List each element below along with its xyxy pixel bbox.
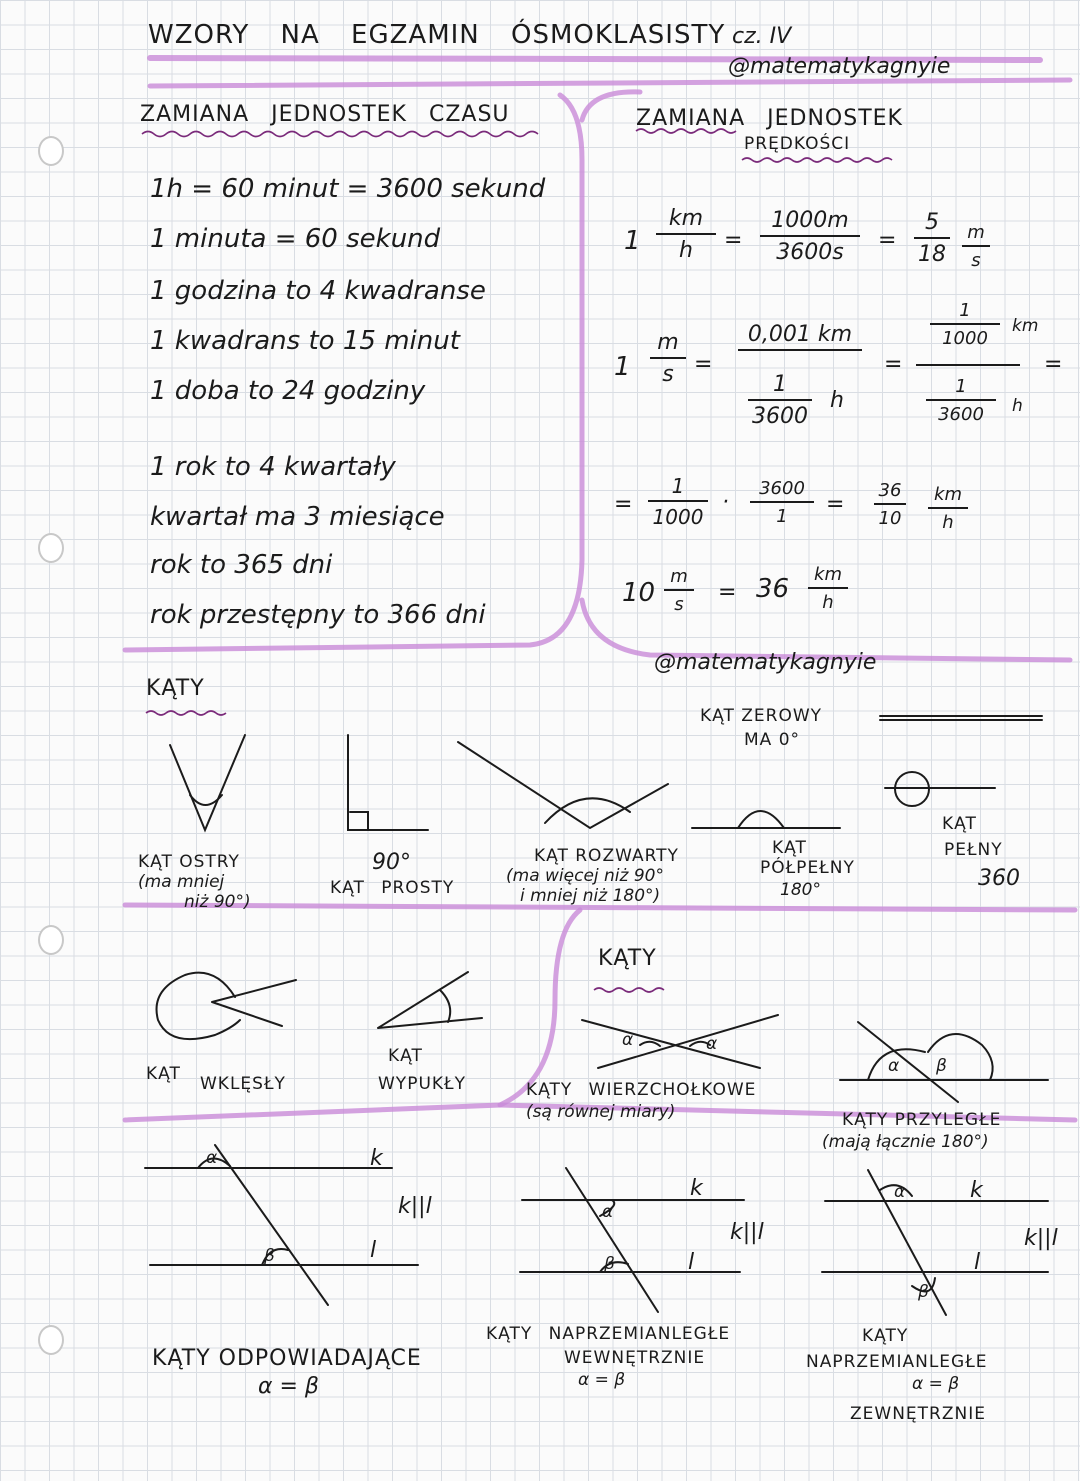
- right-angle-lines: [348, 735, 428, 830]
- speed-r2-frac-c-den: $\frac{1}{3600}$: [926, 376, 996, 425]
- time-line-8: rok to 365 dni: [150, 550, 333, 580]
- speed-r1-eq2: =: [878, 228, 897, 253]
- acute-label-1: KĄT OSTRY: [138, 852, 240, 872]
- alt-out-beta: β: [918, 1282, 929, 1302]
- alternate-interior-lines: [520, 1168, 744, 1312]
- speed-r1-frac-c: $\frac{5}{18}$: [914, 210, 950, 267]
- vertical-angle-lines: [582, 1015, 778, 1068]
- time-line-3: 1 godzina to 4 kwadranse: [150, 276, 486, 306]
- time-line-6: 1 rok to 4 kwartały: [150, 452, 396, 482]
- alt-out-alpha: α: [894, 1182, 906, 1202]
- speed-handle: @matematykagnyie: [654, 650, 877, 675]
- straight-label-1: KĄT: [772, 838, 807, 858]
- adjacent-label-1: KĄTY PRZYLEGŁE: [842, 1110, 1002, 1130]
- speed-units-title-1: ZAMIANA JEDNOSTEK: [636, 106, 903, 131]
- adjacent-beta: β: [936, 1056, 947, 1076]
- corr-eq: α = β: [258, 1374, 319, 1399]
- speed-r3-eq: =: [614, 492, 633, 517]
- corr-beta: β: [264, 1246, 275, 1266]
- right-angle-label: KĄT PROSTY: [330, 878, 455, 898]
- alt-in-label-2: WEWNĘTRZNIE: [564, 1348, 706, 1368]
- speed-r2-lead: 1: [614, 352, 631, 382]
- full-label-2: PEŁNY: [944, 840, 1003, 860]
- angles-title: KĄTY: [146, 676, 205, 701]
- vertical-label-1: KĄTY WIERZCHOŁKOWE: [526, 1080, 757, 1100]
- zero-angle-lines: [880, 716, 1042, 720]
- corr-k: k: [370, 1146, 383, 1171]
- speed-r2-frac-a: $\frac{m}{s}$: [650, 330, 686, 387]
- time-line-9: rok przestępny to 366 dni: [150, 600, 486, 630]
- reflex-label-a: KĄT: [146, 1064, 181, 1084]
- speed-r2-main-bar: [916, 364, 1020, 366]
- speed-r3-dot: ·: [722, 490, 729, 515]
- alt-in-beta: β: [604, 1254, 615, 1274]
- speed-r3-unit: $\frac{km}{h}$: [928, 484, 968, 533]
- reflex-label-b: WKLĘSŁY: [200, 1074, 286, 1094]
- obtuse-label-3: i mniej niż 180°): [520, 886, 661, 906]
- alt-in-label-1: KĄTY NAPRZEMIANLEGŁE: [486, 1324, 731, 1344]
- zero-angle-label-1: KĄT ZEROWY: [700, 706, 823, 726]
- zero-angle-label-2: MA 0°: [744, 730, 801, 750]
- corr-label: KĄTY ODPOWIADAJĄCE: [152, 1346, 422, 1371]
- right-angle-deg: 90°: [372, 850, 411, 875]
- time-line-4: 1 kwadrans to 15 minut: [150, 326, 460, 356]
- vertical-alpha-2: α: [706, 1034, 718, 1054]
- speed-r4-lead: 10: [622, 578, 656, 608]
- speed-r4-eq: =: [718, 580, 737, 605]
- alt-in-k: k: [690, 1176, 703, 1201]
- header-divider-2: [150, 80, 1070, 86]
- time-line-5: 1 doba to 24 godziny: [150, 376, 426, 406]
- page-title: WZORY NA EGZAMIN ÓSMOKLASISTY: [148, 20, 726, 50]
- speed-r4-val: 36: [756, 574, 790, 604]
- mid-divider-curve: [125, 910, 580, 1120]
- speed-r1-frac-b: $\frac{1000m}{3600s}$: [760, 208, 860, 265]
- acute-label-2: (ma mniej: [138, 872, 225, 892]
- speed-r2-frac-c-num: $\frac{1}{1000}$: [930, 300, 1000, 349]
- straight-label-2: PÓŁPEŁNY: [760, 858, 855, 878]
- speed-r2-eq2: =: [884, 352, 903, 377]
- time-units-title: ZAMIANA JEDNOSTEK CZASU: [140, 102, 510, 127]
- corr-alpha: α: [206, 1148, 218, 1168]
- full-label-3: 360: [978, 866, 1020, 891]
- alt-out-l: l: [974, 1250, 981, 1275]
- speed-r2-unit-h2: h: [1012, 396, 1023, 416]
- convex-label-a: KĄT: [388, 1046, 423, 1066]
- part-number: cz. IV: [732, 24, 792, 49]
- corr-parallel: k||l: [398, 1194, 432, 1219]
- alt-out-label-2: NAPRZEMIANLEGŁE: [806, 1352, 988, 1372]
- convex-angle-lines: [378, 972, 482, 1028]
- speed-r3-frac-c: $\frac{36}{10}$: [874, 480, 906, 529]
- speed-r2-unit-h: h: [830, 388, 844, 413]
- vertical-alpha-1: α: [622, 1030, 634, 1050]
- speed-box-border: [582, 92, 640, 120]
- alt-out-k: k: [970, 1178, 983, 1203]
- full-label-1: KĄT: [942, 814, 977, 834]
- obtuse-label-2: (ma więcej niż 90°: [506, 866, 664, 886]
- speed-units-title-2: PRĘDKOŚCI: [744, 134, 851, 154]
- alt-out-label-1: KĄTY: [862, 1326, 909, 1346]
- vertical-label-2: (są równej miary): [526, 1102, 676, 1122]
- speed-r3-frac-a: $\frac{1}{1000}$: [648, 474, 708, 529]
- acute-angle-lines: [170, 735, 245, 830]
- straight-label-3: 180°: [780, 880, 821, 900]
- acute-label-3: niż 90°): [184, 892, 251, 912]
- time-line-1: 1h = 60 minut = 3600 sekund: [150, 174, 546, 204]
- speed-r2-eq1: =: [694, 352, 713, 377]
- alternate-exterior-lines: [822, 1170, 1048, 1315]
- alt-in-alpha: α: [602, 1202, 614, 1222]
- alt-in-eq: α = β: [578, 1370, 626, 1390]
- time-line-2: 1 minuta = 60 sekund: [150, 224, 441, 254]
- speed-r2-eq3: =: [1044, 352, 1063, 377]
- angles-mid-title: KĄTY: [598, 946, 657, 971]
- speed-r1-frac-a: $\frac{km}{h}$: [656, 206, 716, 263]
- speed-r1-eq1: =: [724, 228, 743, 253]
- speed-r3-eq2: =: [826, 492, 845, 517]
- speed-r4-frac-a: $\frac{m}{s}$: [664, 566, 694, 615]
- speed-r4-unit: $\frac{km}{h}$: [808, 564, 848, 613]
- alt-in-l: l: [688, 1250, 695, 1275]
- adjacent-label-2: (mają łącznie 180°): [822, 1132, 989, 1152]
- alt-out-label-3: ZEWNĘTRZNIE: [850, 1404, 986, 1424]
- speed-r1-lead: 1: [624, 226, 641, 256]
- alt-out-parallel: k||l: [1024, 1226, 1058, 1251]
- speed-r3-frac-b: $\frac{3600}{1}$: [750, 478, 814, 527]
- obtuse-label-1: KĄT ROZWARTY: [534, 846, 679, 866]
- reflex-angle-lines: [212, 980, 296, 1026]
- speed-r2-frac-b-den: $\frac{1}{3600}$: [748, 372, 812, 429]
- speed-r1-unit: $\frac{m}{s}$: [962, 222, 990, 271]
- speed-r2-unit-km: km: [1012, 316, 1039, 336]
- alt-out-eq: α = β: [912, 1374, 960, 1394]
- speed-r2-frac-b-num: 0,001 km: [738, 322, 862, 351]
- corr-l: l: [370, 1238, 377, 1263]
- handle-top: @matematykagnyie: [728, 54, 951, 79]
- time-line-7: kwartał ma 3 miesiące: [150, 502, 445, 532]
- alt-in-parallel: k||l: [730, 1220, 764, 1245]
- convex-label-b: WYPUKŁY: [378, 1074, 466, 1094]
- adjacent-alpha: α: [888, 1056, 900, 1076]
- obtuse-angle-lines: [458, 742, 668, 828]
